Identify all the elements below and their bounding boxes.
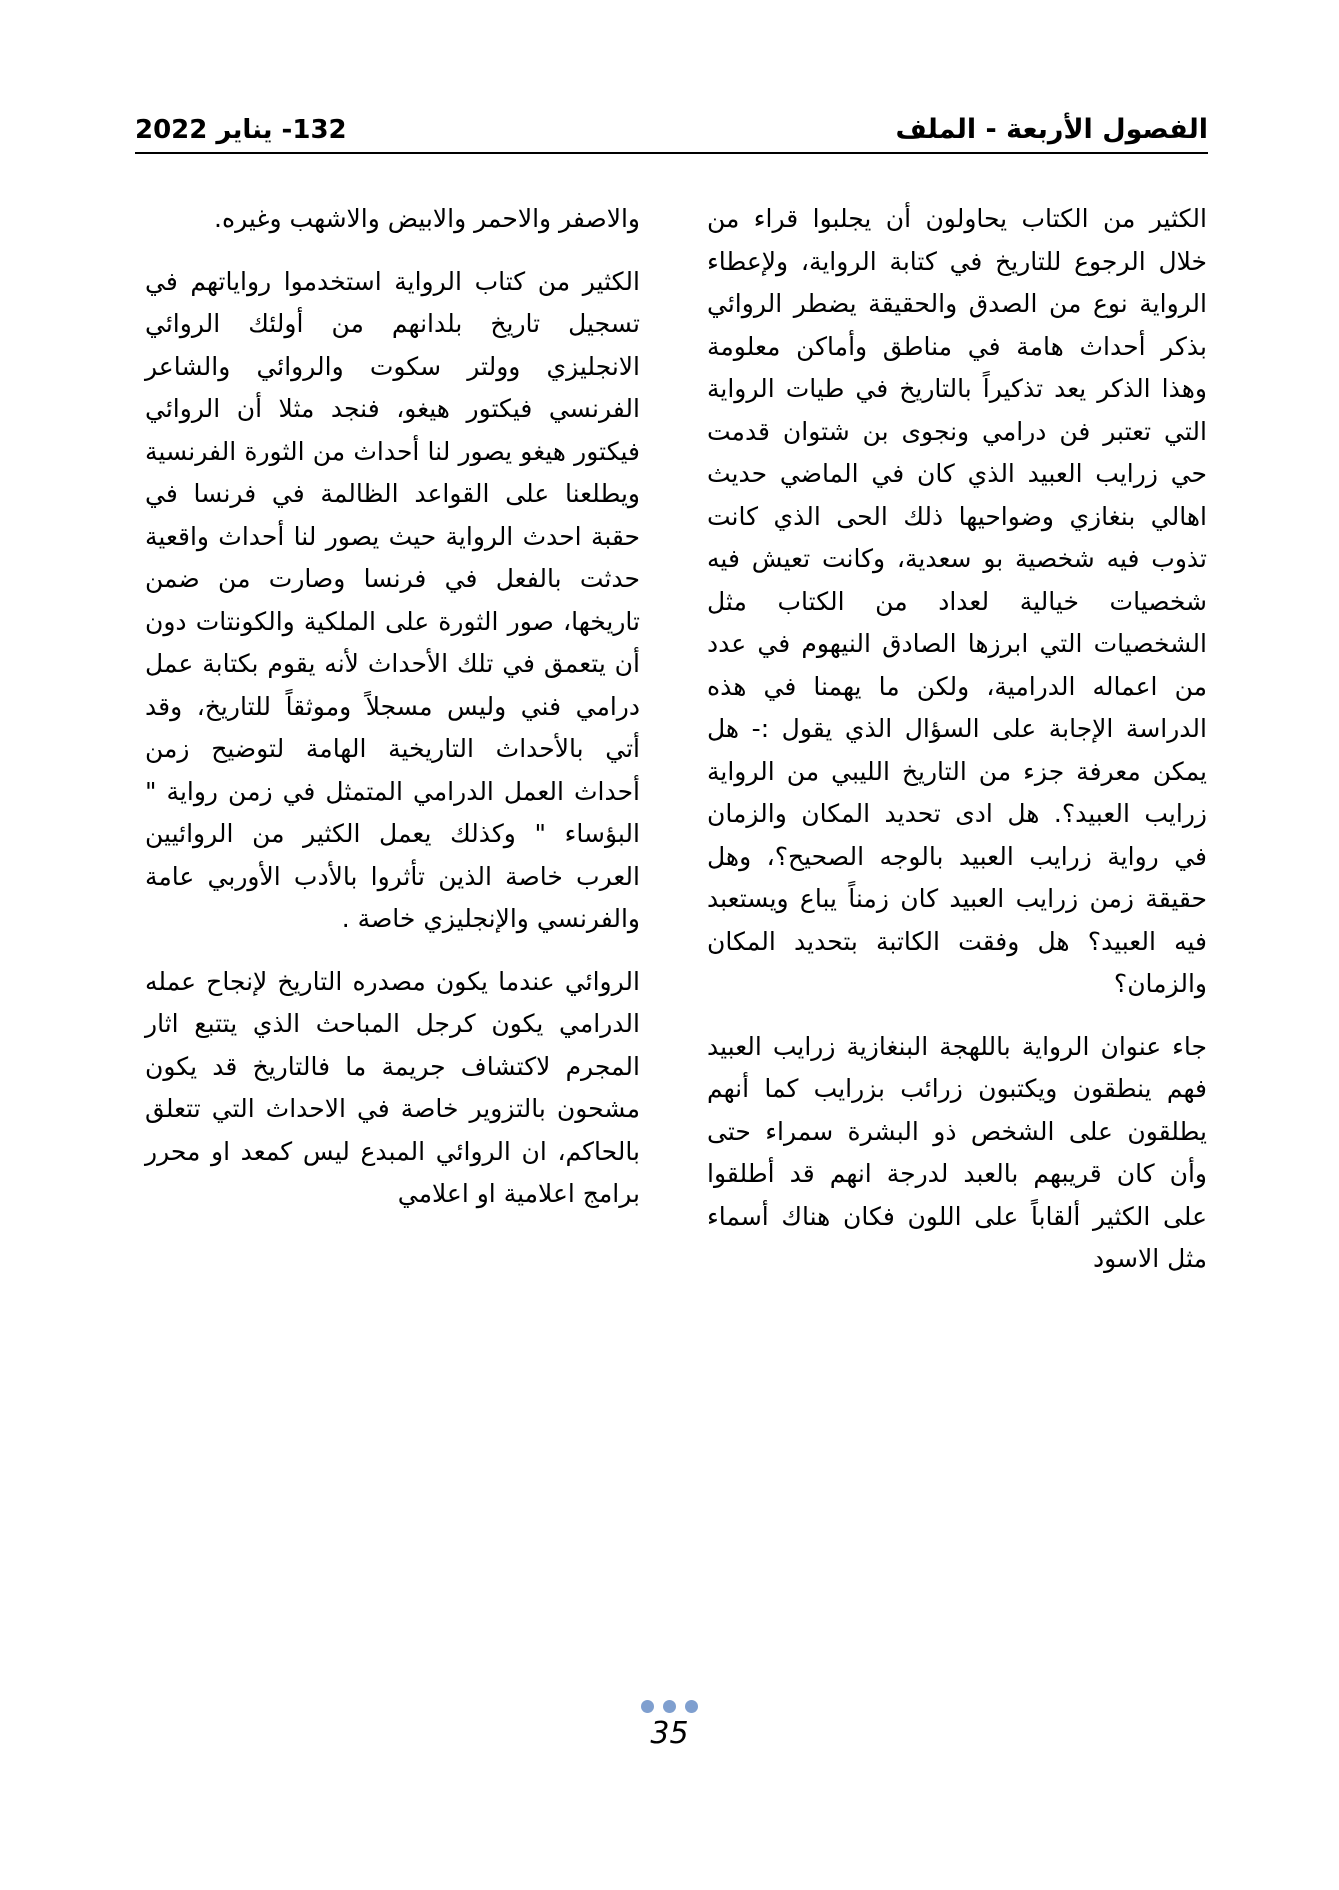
header-divider [135, 152, 1208, 154]
paragraph: الكثير من كتاب الرواية استخدموا رواياتهم في تسجيل تاريخ بلدانهم من أولئك الروائي الانجليزي وولتر سكوت والروائي والشاعر الفرنسي فيكتور هيغو، فنجد مثلا أن الروائي فيكتور هيغو يصور لنا أحداث من الثورة الفرنسية ويطلعنا على القواعد الظالمة في فرنسا في حقبة احدث الرواية حيث يصور لنا أحداث واقعية حدثت بالفعل في فرنسا وصارت من ضمن تاريخها، صور الثورة على الملكية والكونتات دون أن يتعمق في تلك الأحداث لأنه يقوم بكتابة عمل درامي فني وليس مسجلاً وموثقاً للتاريخ، وقد أتي بالأحداث التاريخية الهامة لتوضيح زمن أحداث العمل الدرامي المتمثل في زمن رواية " البؤساء " وكذلك يعمل الكثير من الروائيين العرب خاصة الذين تأثروا بالأدب الأوربي عامة والفرنسي والإنجليزي خاصة . [145, 266, 640, 933]
publication-section-title: الفصول الأربعة - الملف [895, 114, 1208, 145]
issue-date: 132- يناير 2022 [135, 115, 347, 145]
page-footer [0, 1700, 1339, 1751]
three-dots-ornament-icon [0, 1700, 1339, 1713]
dot-icon [685, 1700, 698, 1713]
paragraph: جاء عنوان الرواية باللهجة البنغازية زرايب العبيد فهم ينطقون ويكتبون زرائب بزرايب كما أنهم يطلقون على الشخص ذو البشرة سمراء حتى وأن كان قريبهم بالعبد لدرجة انهم قد أطلقوا على الكثير ألقاباً على اللون فكان هناك أسماء مثل الاسود [707, 1031, 1207, 1273]
text-column-left [145, 198, 640, 1236]
page-number: 35 [650, 1716, 689, 1751]
paragraph: الروائي عندما يكون مصدره التاريخ لإنجاح عمله الدرامي يكون كرجل المباحث الذي يتتبع اثار المجرم لاكتشاف جريمة ما فالتاريخ قد يكون مشحون بالتزوير خاصة في الاحداث التي تتعلق بالحاكم، ان الروائي المبدع ليس كمعد او محرر برامج اعلامية او اعلامي [145, 966, 640, 1208]
dot-icon [641, 1700, 654, 1713]
paragraph: والاصفر والاحمر والابيض والاشهب وغيره. [214, 204, 640, 233]
text-column-right [707, 198, 1207, 1301]
paragraph: الكثير من الكتاب يحاولون أن يجلبوا قراء من خلال الرجوع للتاريخ في كتابة الرواية، ولإعطاء الرواية نوع من الصدق والحقيقة يضطر الروائي بذكر أحداث هامة في مناطق وأماكن معلومة وهذا الذكر يعد تذكيراً بالتاريخ في طيات الرواية التي تعتبر فن درامي ونجوى بن شتوان قدمت حي زرايب العبيد الذي كان في الماضي حديث اهالي بنغازي وضواحيها ذلك الحى الذي كانت تذوب فيه شخصية بو سعدية، وكانت تعيش فيه شخصيات خيالية لعداد من الكتاب مثل الشخصيات التي ابرزها الصادق النيهوم في عدد من اعماله الدرامية، ولكن ما يهمنا في هذه الدراسة الإجابة على السؤال الذي يقول :- هل يمكن معرفة جزء من التاريخ الليبي من الرواية زرايب العبيد؟. هل ادى تحديد المكان والزمان في رواية زرايب العبيد بالوجه الصحيح؟، وهل حقيقة زمن زرايب العبيد كان زمناً يباع ويستعبد فيه العبيد؟ هل وفقت الكاتبة بتحديد المكان والزمان؟ [707, 204, 1207, 998]
running-header [135, 108, 1208, 152]
dot-icon [663, 1700, 676, 1713]
